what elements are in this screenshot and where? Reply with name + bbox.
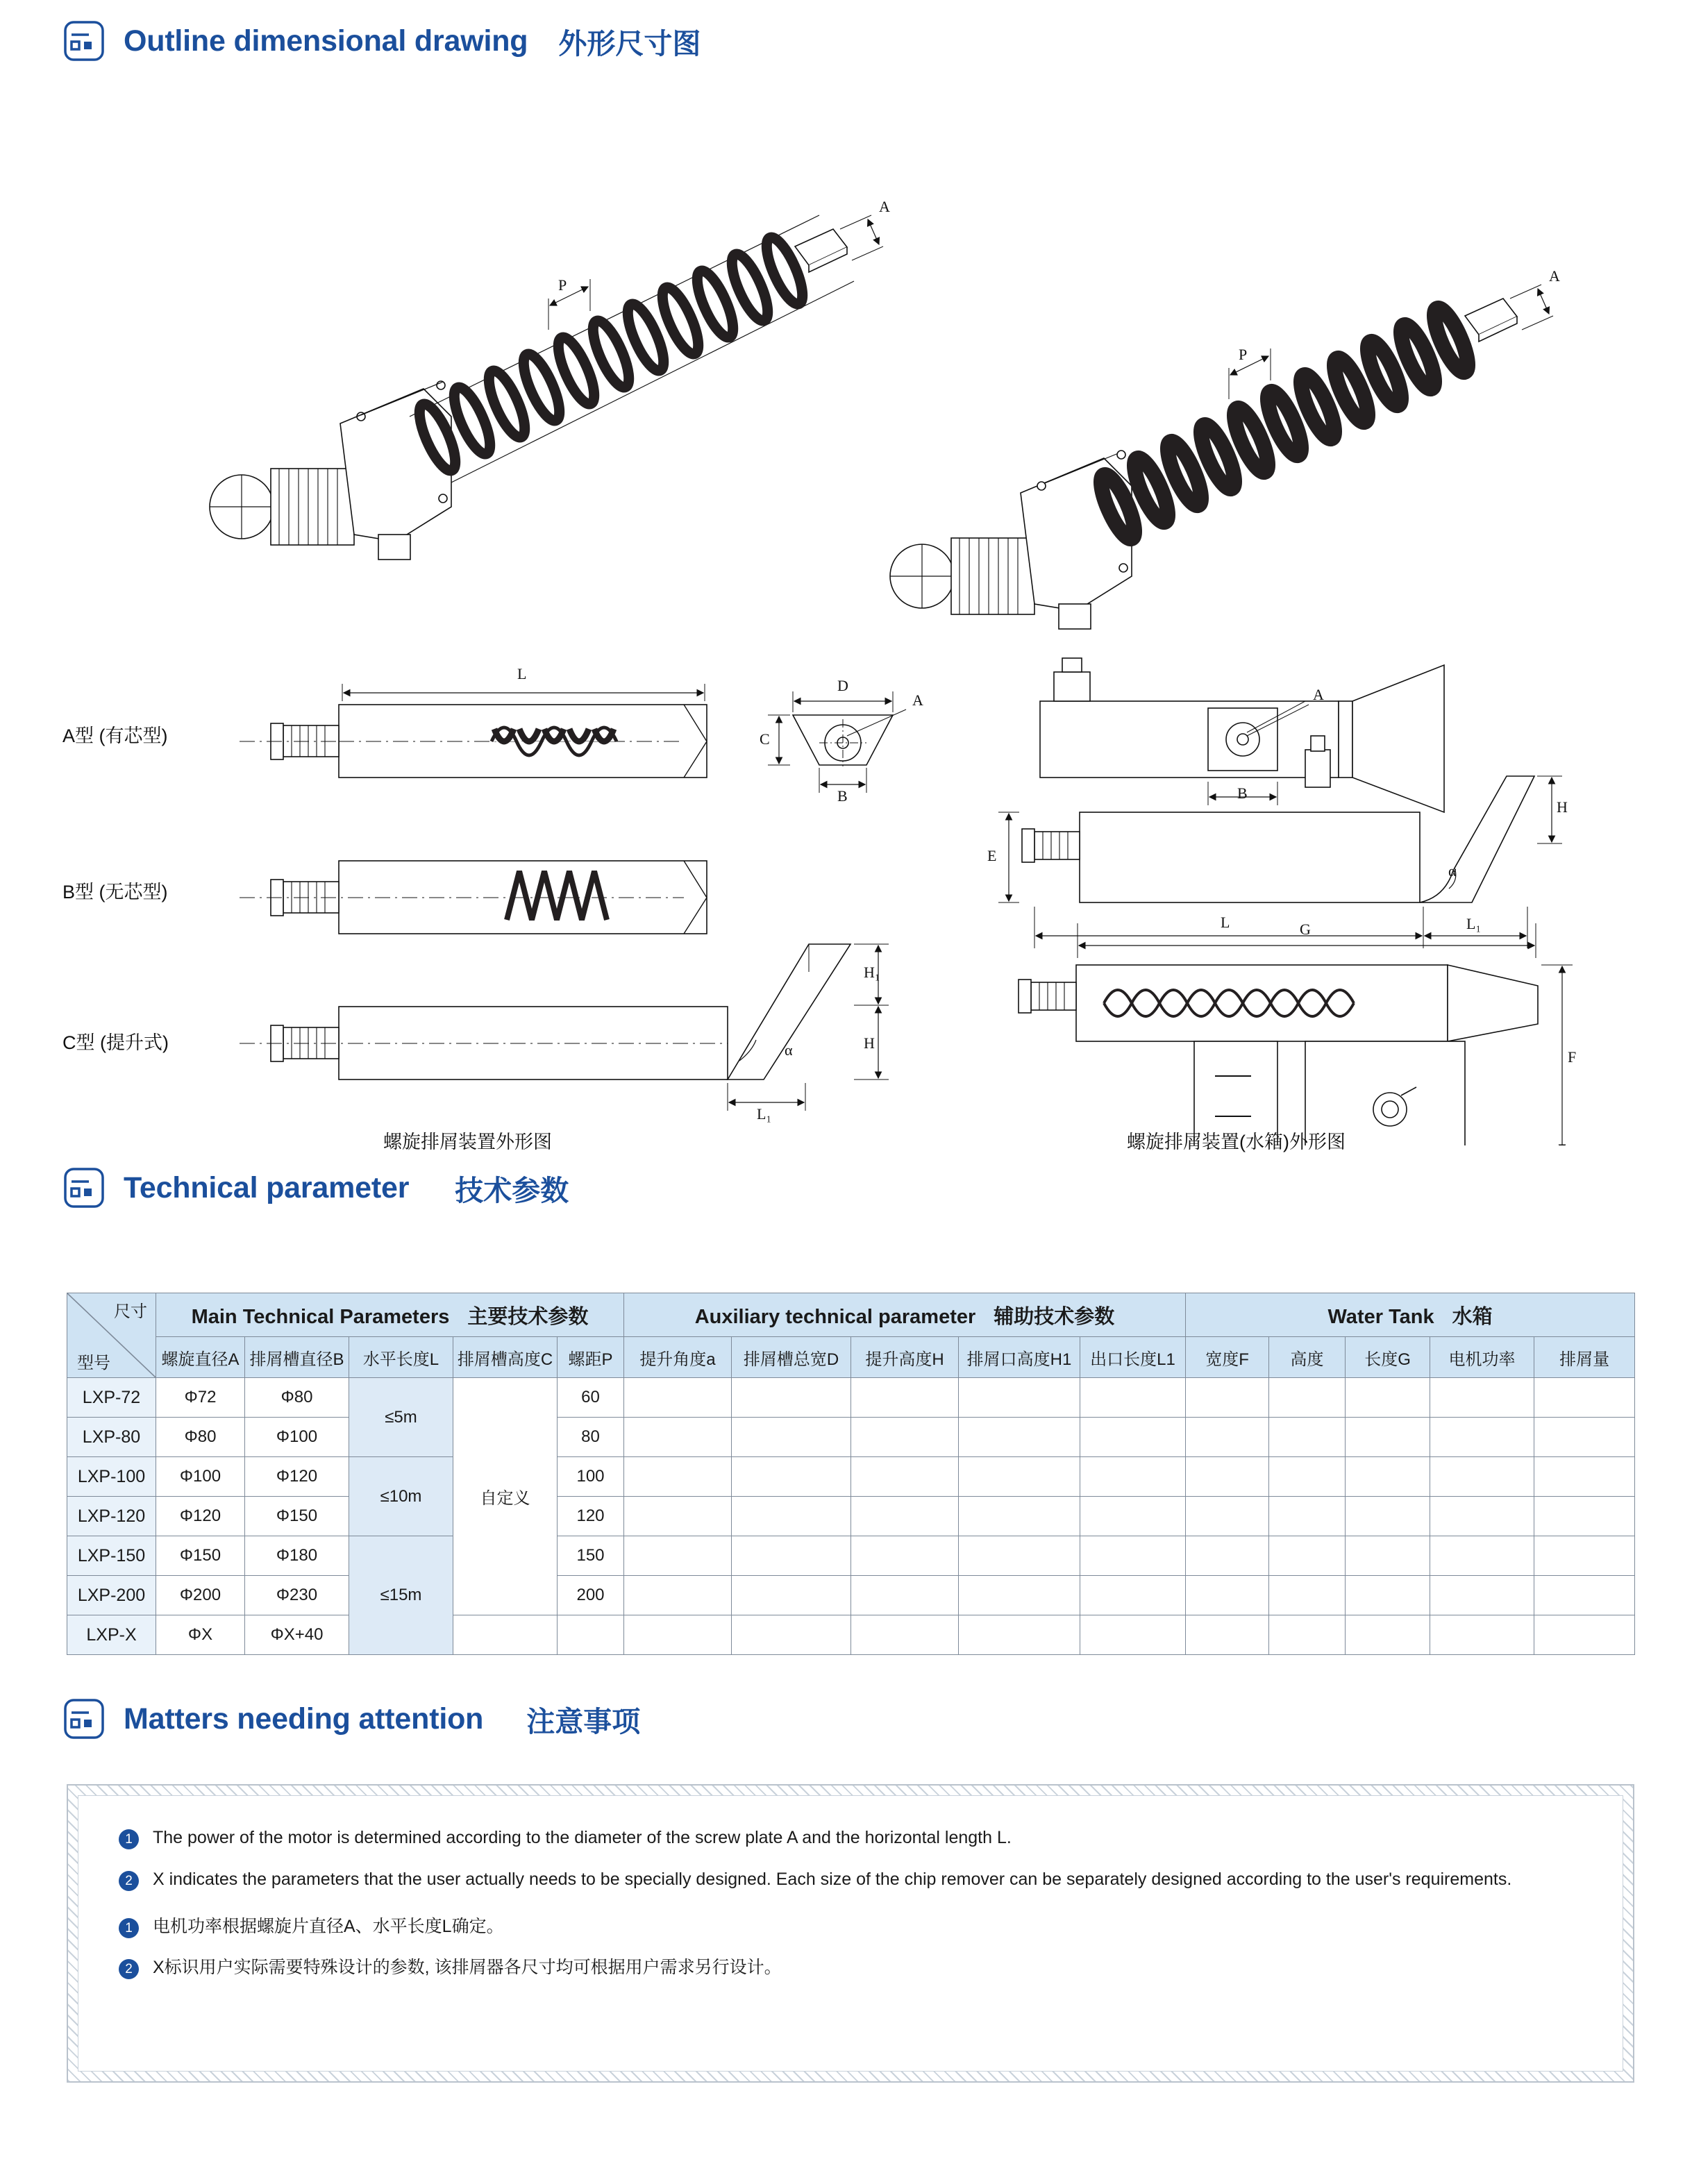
- col-pitch-p: 螺距P: [558, 1337, 624, 1378]
- note-item: [119, 1956, 1582, 1980]
- dim-letter-c: C: [760, 730, 770, 748]
- cell-tank-height: [1269, 1615, 1346, 1655]
- cell-l1: [1080, 1457, 1186, 1497]
- section-title-cn: 外形尺寸图: [558, 27, 701, 60]
- table-group-auxiliary: [624, 1293, 1186, 1337]
- cell-length-group-1: ≤5m: [349, 1378, 453, 1457]
- cell-tank-height: [1269, 1378, 1346, 1418]
- cell-b: Φ150: [245, 1497, 349, 1536]
- caption-right: 螺旋排屑装置(水箱)外形图: [1127, 1132, 1346, 1152]
- note-item: [119, 1826, 1582, 1850]
- cell-tank-height: [1269, 1576, 1346, 1615]
- notes-inner: [78, 1795, 1623, 2072]
- col-motor-power: 电机功率: [1430, 1337, 1534, 1378]
- col-lift-height-h: 提升高度H: [851, 1337, 959, 1378]
- dim-letter-alpha-c: α: [785, 1041, 793, 1059]
- cell-h1: [959, 1615, 1080, 1655]
- cell-p: 60: [558, 1378, 624, 1418]
- table-group-watertank: [1186, 1293, 1635, 1337]
- cell-d: [732, 1536, 851, 1576]
- cell-a: Φ80: [156, 1418, 245, 1457]
- section-icon: [62, 1166, 106, 1209]
- cell-h1: [959, 1418, 1080, 1457]
- dim-letter-h-c: H: [864, 1034, 875, 1052]
- cell-model: LXP-80: [67, 1418, 156, 1457]
- cell-lift-angle: [624, 1615, 732, 1655]
- cell-motor-power: [1430, 1418, 1534, 1457]
- cell-b: Φ120: [245, 1457, 349, 1497]
- group-main-en: Main Technical Parameters: [191, 1305, 450, 1328]
- cell-d: [732, 1457, 851, 1497]
- section-title-cn: 注意事项: [526, 1705, 641, 1738]
- cell-h1: [959, 1576, 1080, 1615]
- cell-lift-angle: [624, 1576, 732, 1615]
- cell-model: LXP-100: [67, 1457, 156, 1497]
- cell-h1: [959, 1457, 1080, 1497]
- cell-f: [1186, 1536, 1269, 1576]
- col-outlet-height-h1: 排屑口高度H1: [959, 1337, 1080, 1378]
- cell-lift-angle: [624, 1497, 732, 1536]
- cell-output: [1534, 1497, 1635, 1536]
- bullet-1-cn-icon: 1: [119, 1918, 139, 1938]
- cell-g: [1346, 1536, 1430, 1576]
- cell-lift-angle: [624, 1418, 732, 1457]
- dim-letter-a-tank: A: [1313, 686, 1324, 703]
- dim-letter-alpha-tank: α: [1448, 862, 1457, 880]
- group-main-cn: 主要技术参数: [467, 1305, 589, 1328]
- cell-d: [732, 1497, 851, 1536]
- cell-h: [851, 1418, 959, 1457]
- table-subheader-row: [67, 1337, 1635, 1378]
- table-row: [67, 1378, 1635, 1418]
- cell-output: [1534, 1418, 1635, 1457]
- table-row: [67, 1615, 1635, 1655]
- technical-parameter-table-wrap: [67, 1293, 1634, 1655]
- cell-f: [1186, 1497, 1269, 1536]
- section-title-cn: 技术参数: [455, 1174, 569, 1207]
- cell-height-c: [453, 1615, 558, 1655]
- cell-l1: [1080, 1497, 1186, 1536]
- section-icon: [62, 1697, 106, 1740]
- cell-d: [732, 1378, 851, 1418]
- cell-lift-angle: [624, 1457, 732, 1497]
- section-icon: [62, 19, 106, 62]
- cell-model: LXP-200: [67, 1576, 156, 1615]
- col-tank-length-g: 长度G: [1346, 1337, 1430, 1378]
- cell-motor-power: [1430, 1457, 1534, 1497]
- section-title-en: Outline dimensional drawing: [124, 24, 528, 58]
- technical-drawing-svg: [62, 90, 1639, 1145]
- label-type-c: C型 (提升式): [62, 1032, 169, 1053]
- dim-letter-b-tank: B: [1237, 784, 1248, 802]
- cell-output: [1534, 1457, 1635, 1497]
- cell-f: [1186, 1378, 1269, 1418]
- section-title-en: Matters needing attention: [124, 1702, 484, 1736]
- dim-letter-a-1: A: [879, 198, 890, 215]
- dim-letter-l-a: L: [517, 665, 527, 682]
- table-corner-cell: [67, 1293, 156, 1378]
- note-item: [119, 1915, 1582, 1939]
- cell-d: [732, 1418, 851, 1457]
- cell-l1: [1080, 1576, 1186, 1615]
- cell-p: 120: [558, 1497, 624, 1536]
- technical-parameter-table: [67, 1293, 1635, 1655]
- cell-p: 150: [558, 1536, 624, 1576]
- col-screw-diameter-a: 螺旋直径A: [156, 1337, 245, 1378]
- cell-l1: [1080, 1378, 1186, 1418]
- cell-l1: [1080, 1418, 1186, 1457]
- col-horizontal-length-l: 水平长度L: [349, 1337, 453, 1378]
- cell-lift-angle: [624, 1378, 732, 1418]
- cell-f: [1186, 1576, 1269, 1615]
- section-heading-outline: [62, 19, 701, 62]
- section-title-en: Technical parameter: [124, 1170, 410, 1204]
- col-chute-diameter-b: 排屑槽直径B: [245, 1337, 349, 1378]
- col-lift-angle-a: 提升角度a: [624, 1337, 732, 1378]
- col-chute-total-width-d: 排屑槽总宽D: [732, 1337, 851, 1378]
- cell-h: [851, 1497, 959, 1536]
- cell-motor-power: [1430, 1497, 1534, 1536]
- dim-letter-d: D: [837, 677, 848, 694]
- col-chip-output: 排屑量: [1534, 1337, 1635, 1378]
- table-row: [67, 1418, 1635, 1457]
- group-aux-cn: 辅助技术参数: [994, 1305, 1115, 1328]
- cell-output: [1534, 1615, 1635, 1655]
- cell-lift-angle: [624, 1536, 732, 1576]
- cell-b: Φ230: [245, 1576, 349, 1615]
- corner-label-size: 尺寸: [114, 1302, 147, 1321]
- caption-left: 螺旋排屑装置外形图: [383, 1132, 552, 1152]
- cell-model: LXP-120: [67, 1497, 156, 1536]
- cell-h: [851, 1536, 959, 1576]
- cell-h: [851, 1378, 959, 1418]
- cell-h1: [959, 1536, 1080, 1576]
- cell-p: [558, 1615, 624, 1655]
- cell-output: [1534, 1576, 1635, 1615]
- cell-g: [1346, 1418, 1430, 1457]
- table-group-main: [156, 1293, 624, 1337]
- cell-b: Φ80: [245, 1378, 349, 1418]
- bullet-2-cn-icon: 2: [119, 1959, 139, 1979]
- group-aux-en: Auxiliary technical parameter: [694, 1305, 976, 1328]
- note-text-en-1: The power of the motor is determined according to the diameter of the screw plate A and the horizontal length L.: [153, 1828, 1012, 1847]
- cell-g: [1346, 1378, 1430, 1418]
- cell-b: ΦX+40: [245, 1615, 349, 1655]
- dim-letter-h1-c: H₁: [864, 964, 880, 981]
- cell-output: [1534, 1378, 1635, 1418]
- dim-letter-g: G: [1300, 921, 1311, 938]
- bullet-1-icon: 1: [119, 1829, 139, 1849]
- cell-g: [1346, 1576, 1430, 1615]
- cell-g: [1346, 1457, 1430, 1497]
- col-chute-height-c: 排屑槽高度C: [453, 1337, 558, 1378]
- cell-a: Φ72: [156, 1378, 245, 1418]
- dim-letter-l1-tank: L₁: [1466, 915, 1482, 932]
- cell-p: 80: [558, 1418, 624, 1457]
- section-heading-technical: [62, 1166, 569, 1209]
- cell-motor-power: [1430, 1378, 1534, 1418]
- col-tank-height: 高度: [1269, 1337, 1346, 1378]
- cell-h1: [959, 1497, 1080, 1536]
- cell-h: [851, 1576, 959, 1615]
- dim-letter-e: E: [987, 847, 997, 864]
- note-text-cn-2: X标识用户实际需要特殊设计的参数, 该排屑器各尺寸均可根据用户需求另行设计。: [153, 1958, 782, 1978]
- dim-letter-f: F: [1568, 1048, 1577, 1066]
- cell-f: [1186, 1418, 1269, 1457]
- cell-model: LXP-X: [67, 1615, 156, 1655]
- dim-letter-h-tank: H: [1557, 798, 1568, 816]
- table-row: [67, 1576, 1635, 1615]
- cell-motor-power: [1430, 1536, 1534, 1576]
- cell-f: [1186, 1457, 1269, 1497]
- cell-a: Φ150: [156, 1536, 245, 1576]
- cell-length-group-3: ≤15m: [349, 1536, 453, 1655]
- cell-model: LXP-72: [67, 1378, 156, 1418]
- cell-d: [732, 1576, 851, 1615]
- table-row: [67, 1536, 1635, 1576]
- cell-f: [1186, 1615, 1269, 1655]
- cell-p: 100: [558, 1457, 624, 1497]
- cell-a: ΦX: [156, 1615, 245, 1655]
- outline-drawing-area: [62, 90, 1639, 1152]
- table-row: [67, 1497, 1635, 1536]
- cell-tank-height: [1269, 1536, 1346, 1576]
- cell-l1: [1080, 1536, 1186, 1576]
- dim-letter-a-sec: A: [912, 691, 923, 709]
- dim-letter-a-2: A: [1549, 267, 1560, 285]
- group-tank-en: Water Tank: [1327, 1305, 1434, 1328]
- dim-letter-p-2: P: [1239, 346, 1248, 363]
- cell-a: Φ200: [156, 1576, 245, 1615]
- cell-h: [851, 1615, 959, 1655]
- cell-tank-height: [1269, 1418, 1346, 1457]
- cell-height-c-merged: 自定义: [453, 1378, 558, 1615]
- cell-g: [1346, 1615, 1430, 1655]
- section-heading-matters: [62, 1697, 640, 1740]
- cell-g: [1346, 1497, 1430, 1536]
- dim-letter-p-1: P: [558, 276, 567, 294]
- cell-d: [732, 1615, 851, 1655]
- cell-motor-power: [1430, 1615, 1534, 1655]
- note-item: [119, 1868, 1582, 1892]
- group-tank-cn: 水箱: [1452, 1305, 1493, 1328]
- label-type-b: B型 (无芯型): [62, 882, 168, 902]
- cell-h1: [959, 1378, 1080, 1418]
- dim-letter-b-sec: B: [837, 787, 848, 805]
- note-text-en-2: X indicates the parameters that the user actually needs to be specially designed. Each size of the chip remover can be separately designed according to the user's requirements.: [153, 1869, 1512, 1889]
- col-tank-width-f: 宽度F: [1186, 1337, 1269, 1378]
- cell-motor-power: [1430, 1576, 1534, 1615]
- cell-tank-height: [1269, 1497, 1346, 1536]
- bullet-2-icon: 2: [119, 1871, 139, 1891]
- cell-tank-height: [1269, 1457, 1346, 1497]
- cell-b: Φ180: [245, 1536, 349, 1576]
- cell-h: [851, 1457, 959, 1497]
- label-type-a: A型 (有芯型): [62, 725, 168, 746]
- cell-p: 200: [558, 1576, 624, 1615]
- cell-model: LXP-150: [67, 1536, 156, 1576]
- note-text-cn-1: 电机功率根据螺旋片直径A、水平长度L确定。: [153, 1916, 504, 1936]
- notes-panel: [67, 1784, 1634, 2083]
- dim-letter-l-tank: L: [1221, 914, 1230, 931]
- table-row: [67, 1457, 1635, 1497]
- cell-l1: [1080, 1615, 1186, 1655]
- corner-label-model: 型号: [77, 1354, 110, 1372]
- col-outlet-length-l1: 出口长度L1: [1080, 1337, 1186, 1378]
- cell-length-group-2: ≤10m: [349, 1457, 453, 1536]
- cell-a: Φ120: [156, 1497, 245, 1536]
- dim-letter-l1-c: L₁: [757, 1105, 772, 1123]
- cell-a: Φ100: [156, 1457, 245, 1497]
- cell-b: Φ100: [245, 1418, 349, 1457]
- cell-output: [1534, 1536, 1635, 1576]
- table-group-header-row: [67, 1293, 1635, 1337]
